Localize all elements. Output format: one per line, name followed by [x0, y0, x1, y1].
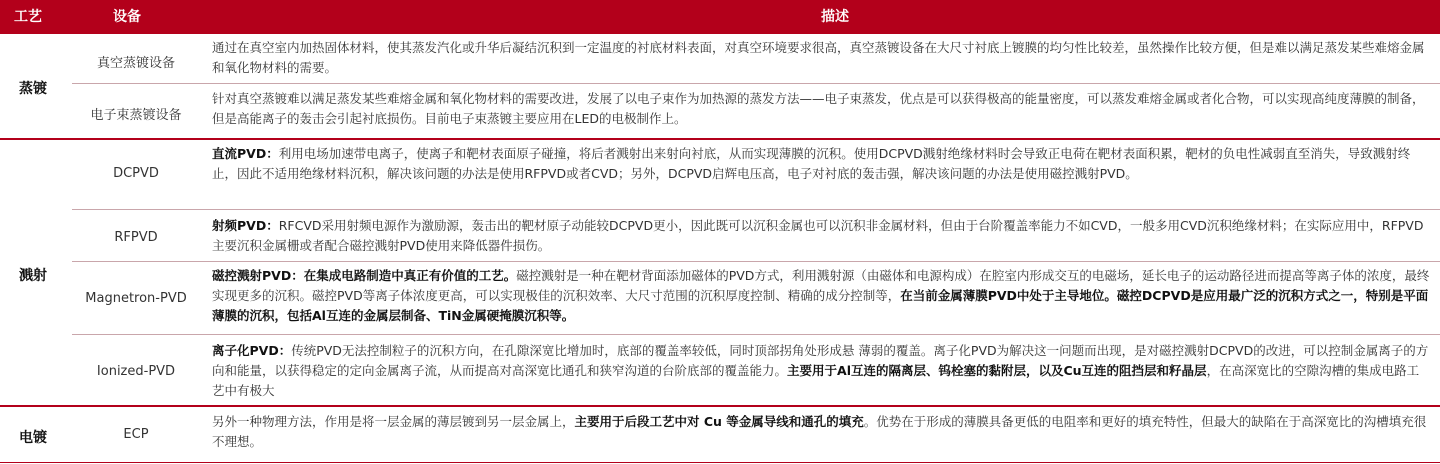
table-bottom-border	[0, 462, 1440, 463]
equipment-cell: Magnetron-PVD	[85, 291, 187, 306]
description-bold-suffix: 主要用于Al互连的隔离层、钨栓塞的黏附层，以及Cu互连的阻挡层和籽晶层	[787, 363, 1207, 378]
description-bold: 直流PVD：	[212, 146, 279, 161]
description-text: 传统PVD无法控制粒子的沉积方向，在孔隙深宽比增加时，底部的覆盖率较低，同时顶部拐角处形成悬 薄弱的覆盖。离子化PVD为解决这一问题而出现，是对磁控溅射DCPVD的改进，可以控制金属离子的方向和能量，以获得稳定的定向金属离子流，从而提高对高深宽比通孔和狭窄沟道的台阶底部的覆盖能力。	[212, 343, 1429, 378]
description-text: 另外一种物理方法，作用是将一层金属的薄层镀到另一层金属上，	[212, 414, 575, 429]
row-divider	[72, 83, 1440, 84]
description-cell	[212, 144, 1430, 184]
description-cell	[212, 216, 1430, 256]
header-equipment: 设备	[113, 9, 141, 25]
description-cell	[212, 341, 1430, 401]
row-divider	[72, 209, 1440, 210]
description-text: 磁控溅射是一种在靶材背面添加磁体的PVD方式，利用溅射源（由磁体和电源构成）在腔室内形成交互的电磁场，延长电子的运动路径进而提高等离子体的浓度，最终实现更多的沉积。磁控PVD等离子体浓度更高，可以实现极佳的沉积效率、大尺寸范围的沉积厚度控制、精确的成分控制等，	[212, 268, 1430, 303]
equipment-cell: RFPVD	[114, 230, 158, 245]
description-text: 通过在真空室内加热固体材料，使其蒸发汽化或升华后凝结沉积到一定温度的衬底材料表面，对真空环境要求很高，真空蒸镀设备在大尺寸衬底上镀膜的均匀性比较差，虽然操作比较方便，但是难以满足蒸发某些难熔金属和氧化物材料的需要。	[212, 40, 1425, 75]
group-electroplating: 电镀	[19, 430, 47, 446]
group-divider	[0, 405, 1440, 407]
row-divider	[72, 334, 1440, 335]
group-evaporation: 蒸镀	[19, 81, 47, 97]
header-process: 工艺	[14, 9, 42, 25]
description-cell	[212, 266, 1430, 326]
equipment-cell: 真空蒸镀设备	[96, 56, 175, 71]
description-bold-suffix: 主要用于后段工艺中对 Cu 等金属导线和通孔的填充	[574, 414, 864, 429]
description-text: 针对真空蒸镀难以满足蒸发某些难熔金属和氧化物材料的需要改进，发展了以电子束作为加热源的蒸发方法——电子束蒸发，优点是可以获得极高的能量密度，可以蒸发难熔金属或者化合物，可以实现高纯度薄膜的制备，但是高能离子的轰击会引起衬底损伤。目前电子束蒸镀主要应用在LED的电极制作上。	[212, 91, 1425, 126]
description-bold: 磁控溅射PVD：在集成电路制造中真正有价值的工艺。	[212, 268, 517, 283]
description-cell	[212, 38, 1430, 78]
description-bold: 射频PVD：	[212, 218, 279, 233]
description-text: 利用电场加速带电离子，使离子和靶材表面原子碰撞，将后者溅射出来射向衬底，从而实现薄膜的沉积。使用DCPVD溅射绝缘材料时会导致正电荷在靶材表面积累，靶材的负电性减弱直至消失，导致溅射终止，因此不适用绝缘材料沉积，解决该问题的办法是使用RFPVD或者CVD；另外，DCPVD启辉电压高，电子对衬底的轰击强，解决该问题的办法是使用磁控溅射PVD。	[212, 146, 1411, 181]
description-bold-suffix: 在当前金属薄膜PVD中处于主导地位。磁控DCPVD是应用最广泛的沉积方式之一，特别是平面薄膜的沉积，包括Al互连的金属层制备、TiN金属硬掩膜沉积等。	[212, 288, 1429, 323]
group-divider	[0, 138, 1440, 140]
description-cell	[212, 89, 1430, 129]
equipment-cell: DCPVD	[113, 166, 159, 181]
equipment-cell: ECP	[123, 427, 149, 442]
row-divider	[72, 261, 1440, 262]
description-text: RFCVD采用射频电源作为激励源，轰击出的靶材原子动能较DCPVD更小，因此既可以沉积金属也可以沉积非金属材料，但由于台阶覆盖率能力不如CVD，一般多用CVD沉积绝缘材料；在实际应用中，RFPVD主要沉积金属栅或者配合磁控溅射PVD使用来降低器件损伤。	[212, 218, 1424, 253]
description-tail: 。优势在于形成的薄膜具备更低的电阻率和更好的填充特性，但最大的缺陷在于高深宽比的沟槽填充很不理想。	[212, 414, 1427, 449]
description-cell	[212, 412, 1430, 452]
table-header	[0, 0, 1440, 34]
equipment-cell: 电子束蒸镀设备	[90, 108, 182, 123]
group-sputtering: 溅射	[19, 268, 47, 284]
description-tail: ，在高深宽比的空隙沟槽的集成电路工艺中有极大	[212, 363, 1420, 398]
description-bold: 离子化PVD：	[212, 343, 292, 358]
equipment-cell: Ionized-PVD	[96, 364, 176, 379]
header-description: 描述	[821, 9, 849, 25]
